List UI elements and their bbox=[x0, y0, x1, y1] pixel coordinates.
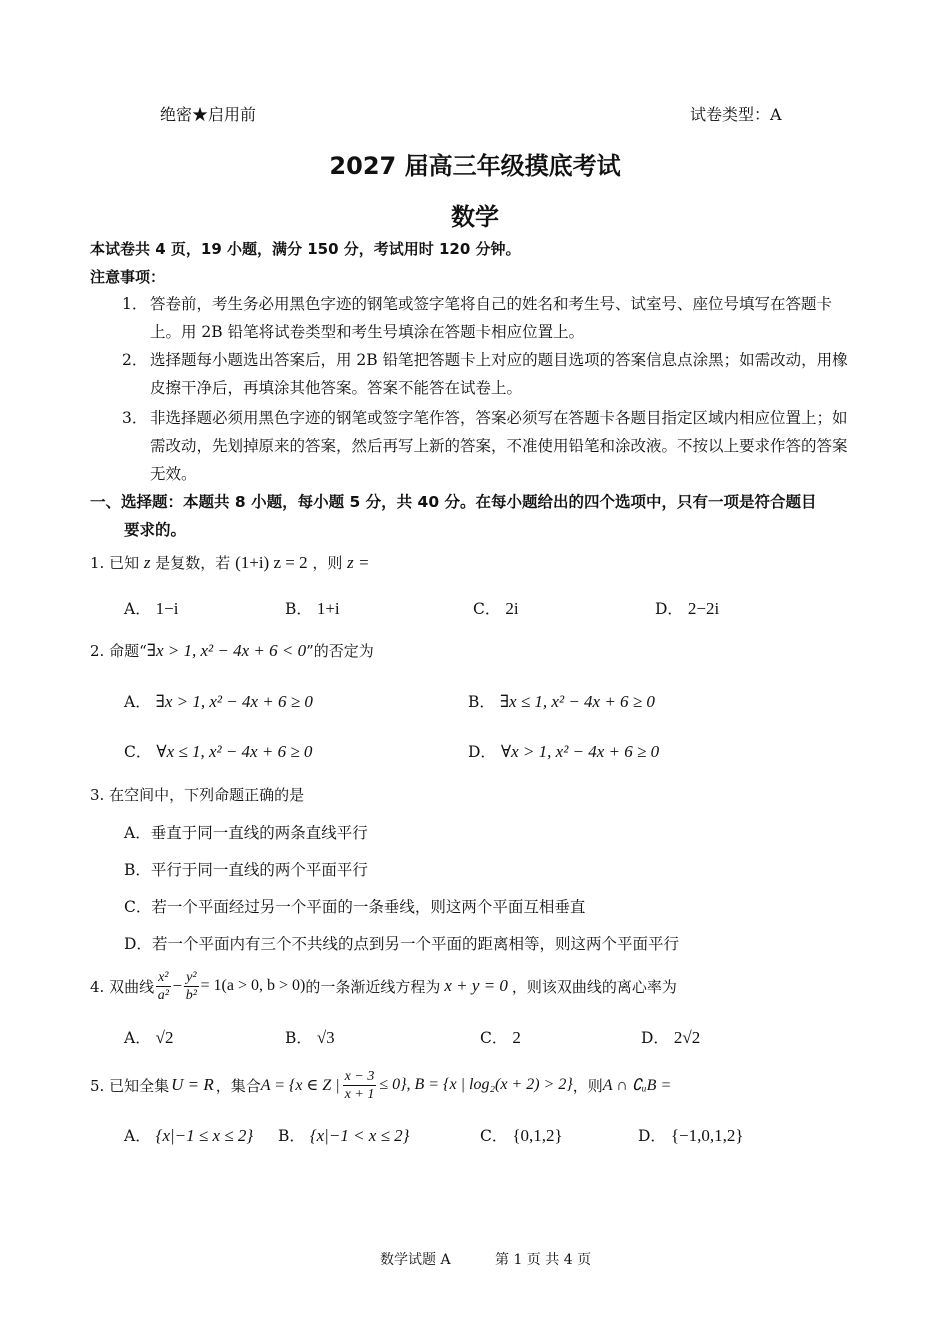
question-4-option-d: D． 2√2 bbox=[641, 1028, 701, 1047]
question-4-option-c: C． 2 bbox=[480, 1028, 521, 1047]
question-2-proposition: ∃x > 1, x² − 4x + 6 < 0 bbox=[146, 641, 307, 660]
question-4-option-a: A． √2 bbox=[124, 1028, 174, 1047]
section-heading bbox=[90, 488, 865, 544]
question-2-option-a: A． ∃x > 1, x² − 4x + 6 ≥ 0 bbox=[124, 692, 313, 711]
question-5-option-c: C． {0,1,2} bbox=[480, 1126, 563, 1145]
subject-title: 数学 bbox=[451, 203, 499, 231]
question-5-stem: 5. 已知全集 U = R ，集合 A = {x ∈ Z | $\frac{x - 3}{x + 1}$ ≤ 0}, B = {x | log₂(x + 2) > 2} ，则 A ∩ ∁ᵤB = bbox=[90, 1068, 672, 1102]
question-5-option-b: B． {x|−1 < x ≤ 2} bbox=[278, 1126, 410, 1145]
question-5-option-a: A． {x|−1 ≤ x ≤ 2} bbox=[124, 1126, 254, 1145]
question-3-option-d: D．若一个平面内有三个不共线的点到另一个平面的距离相等，则这两个平面平行 bbox=[124, 935, 679, 953]
question-2-stem: 2. 命题“∃x > 1, x² − 4x + 6 < 0”的否定为 bbox=[90, 641, 374, 660]
question-2-option-c: C． ∀x ≤ 1, x² − 4x + 6 ≥ 0 bbox=[124, 742, 313, 761]
note-text: 选择题每小题选出答案后，用 2B 铅笔把答题卡上对应的题目选项的答案信息点涂黑；如需改动，用橡皮擦干净后，再填涂其他答案。答案不能答在试卷上。 bbox=[150, 351, 848, 397]
note-item bbox=[122, 290, 862, 346]
exam-title: 2027 届高三年级摸底考试 bbox=[329, 152, 621, 180]
question-5-option-d: D． {−1,0,1,2} bbox=[638, 1126, 744, 1145]
footer-page-number: 第 1 页 共 4 页 bbox=[495, 1252, 592, 1268]
section-heading-line1: 一、选择题：本题共 8 小题，每小题 5 分，共 40 分。在每小题给出的四个选项中，只有一项是符合题目 bbox=[90, 493, 817, 511]
note-item bbox=[122, 346, 862, 402]
question-3-option-b: B．平行于同一直线的两个平面平行 bbox=[124, 861, 368, 879]
note-number: 2． bbox=[122, 351, 148, 369]
fraction-x-over-a: x² a² bbox=[157, 969, 169, 1003]
footer-paper-name: 数学试题 A bbox=[380, 1252, 451, 1268]
question-1-option-b: B． 1+i bbox=[285, 599, 340, 618]
question-2-option-b: B． ∃x ≤ 1, x² − 4x + 6 ≥ 0 bbox=[468, 692, 655, 711]
paper-type-label: 试卷类型：A bbox=[690, 105, 782, 124]
question-3-stem: 3. 在空间中，下列命题正确的是 bbox=[90, 786, 305, 804]
question-1-option-d: D． 2−2i bbox=[655, 599, 720, 618]
note-item bbox=[122, 404, 862, 488]
question-1-option-c: C． 2i bbox=[473, 599, 519, 618]
question-4-stem: 4. 双曲线 x² a² − $\frac{\text{y²}}{\text{b²}}$ = 1(a > 0, b > 0) 的一条渐近线方程为 x + y = 0 ，则该双曲线的离心率为 bbox=[90, 969, 677, 1003]
fraction-y-over-b: $\frac{\text{y²}}{\text{b²}}$ bbox=[185, 969, 197, 1003]
confidential-label: 绝密★启用前 bbox=[160, 105, 257, 124]
question-3-option-a: A．垂直于同一直线的两条直线平行 bbox=[124, 824, 368, 842]
note-number: 3． bbox=[122, 409, 148, 427]
fraction-set-a: $\frac{x - 3}{x + 1}$ bbox=[344, 1068, 375, 1102]
note-number: 1． bbox=[122, 295, 148, 313]
note-text: 答卷前，考生务必用黑色字迹的钢笔或签字笔将自己的姓名和考生号、试室号、座位号填写在答题卡上。用 2B 铅笔将试卷类型和考生号填涂在答题卡相应位置上。 bbox=[150, 295, 833, 341]
question-1-stem: 1. 已知 z 是复数，若 (1+i) z = 2 ，则 z = bbox=[90, 553, 370, 572]
question-2-option-d: D． ∀x > 1, x² − 4x + 6 ≥ 0 bbox=[468, 742, 660, 761]
question-4-option-b: B． √3 bbox=[285, 1028, 335, 1047]
notes-title: 注意事项： bbox=[90, 268, 166, 286]
section-heading-line2: 要求的。 bbox=[124, 521, 187, 539]
exam-summary: 本试卷共 4 页，19 小题，满分 150 分，考试用时 120 分钟。 bbox=[90, 240, 521, 258]
question-3-option-c: C．若一个平面经过另一个平面的一条垂线，则这两个平面互相垂直 bbox=[124, 898, 586, 916]
question-1-option-a: A． 1−i bbox=[124, 599, 179, 618]
note-text: 非选择题必须用黑色字迹的钢笔或签字笔作答，答案必须写在答题卡各题目指定区域内相应位置上；如需改动，先划掉原来的答案，然后再写上新的答案，不准使用铅笔和涂改液。不按以上要求作答的答案无效。 bbox=[150, 409, 848, 483]
question-1-equation: (1+i) z = 2 bbox=[235, 553, 308, 572]
